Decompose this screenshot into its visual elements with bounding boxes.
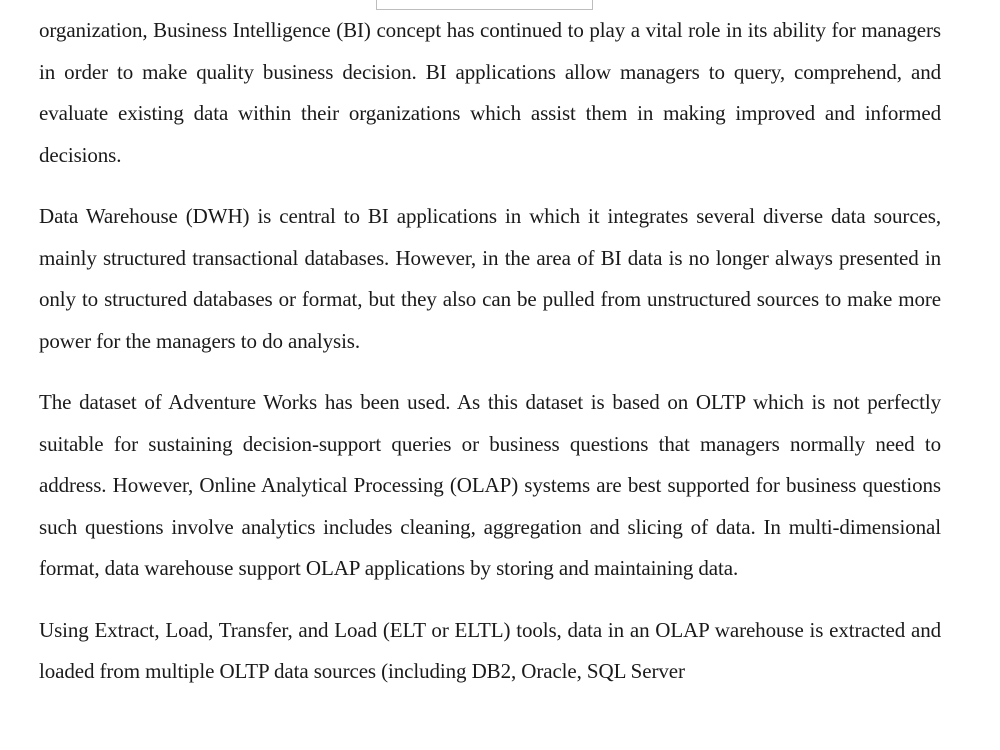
paragraph-data-warehouse: Data Warehouse (DWH) is central to BI applications in which it integrates several diverse data sources, mainly structured transactional databases. However, in the area of BI data is no longer always presented in only to structured databases or format, but they also can be pulled from unstructured sources to make more power for the managers to do analysis.: [39, 204, 941, 353]
paragraph-elt-tools: Using Extract, Load, Transfer, and Load (ELT or ELTL) tools, data in an OLAP warehouse is extracted and loaded from multiple OLTP data sources (including DB2, Oracle, SQL Server: [39, 617, 941, 683]
document-body: [39, 10, 941, 713]
cropped-figure-box: [376, 0, 593, 10]
paragraph-bi-concept: organization, Business Intelligence (BI) concept has continued to play a vital role in its ability for managers in order to make quality business decision. BI applications allow managers to query, comprehend, and evaluate existing data within their organizations which assist them in making improved and informed decisions.: [39, 18, 941, 167]
paragraph-adventure-works: The dataset of Adventure Works has been used. As this dataset is based on OLTP which is not perfectly suitable for sustaining decision-support queries or business questions that managers normally need to address. However, Online Analytical Processing (OLAP) systems are best supported for business questions such questions involve analytics includes cleaning, aggregation and slicing of data. In multi-dimensional format, data warehouse support OLAP applications by storing and maintaining data.: [39, 390, 941, 580]
